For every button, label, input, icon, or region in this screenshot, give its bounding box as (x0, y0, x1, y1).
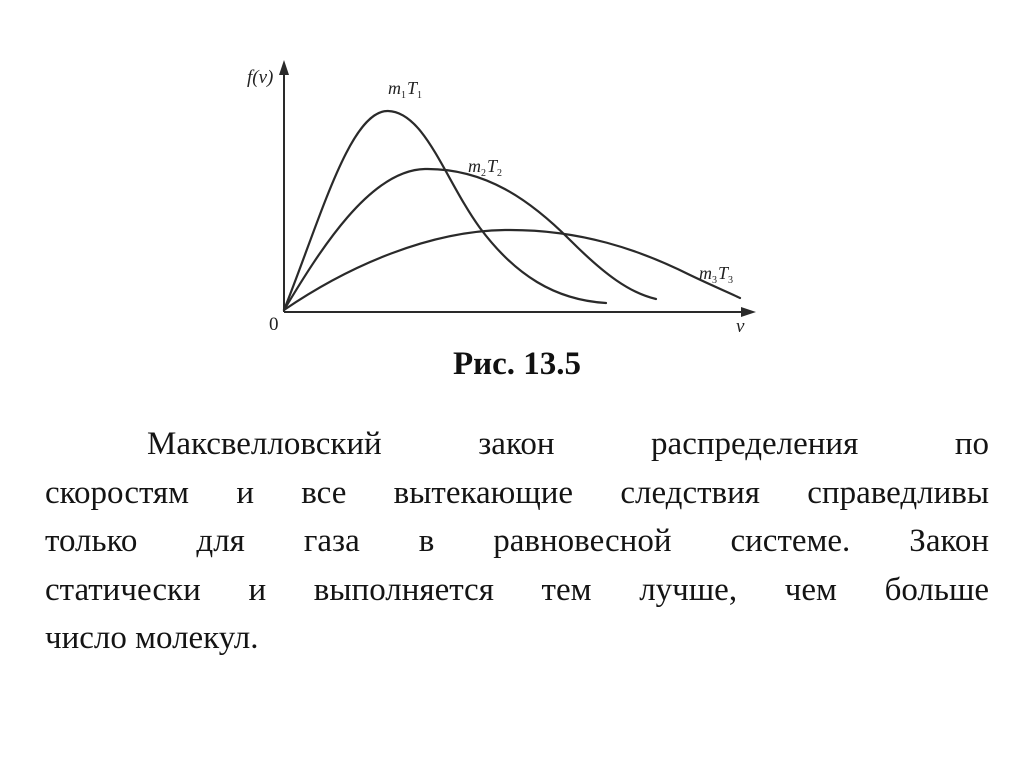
paragraph-line: только для газа в равновесной системе. Закон (45, 523, 989, 559)
maxwell-distribution-figure (0, 0, 1024, 345)
curve-label-m1-t1: $m_1T_1$ (388, 78, 423, 101)
x-axis-label: v (736, 316, 745, 337)
y-axis-arrow-icon (279, 60, 289, 75)
figure-axes (284, 68, 748, 312)
paragraph-line: скоростям и все вытекающие следствия справедливы (45, 474, 989, 511)
y-axis-label: f(v) (247, 67, 274, 88)
body-paragraph (45, 420, 989, 663)
figure-caption: Рис. 13.5 (452, 346, 582, 382)
curve-m3-t3 (284, 230, 740, 310)
origin-label: 0 (269, 314, 279, 335)
curve-m2-t2 (284, 169, 656, 310)
paragraph-line: число молекул. (45, 620, 259, 656)
paragraph-line: статически и выполняется тем лучше, чем больше (45, 571, 989, 608)
paragraph-line: Максвелловский закон распределения по (147, 426, 989, 462)
curve-label-m2-t2: $m_2T_2$ (468, 156, 503, 179)
curve-label-m3-t3: $m_3T_3$ (699, 263, 734, 286)
